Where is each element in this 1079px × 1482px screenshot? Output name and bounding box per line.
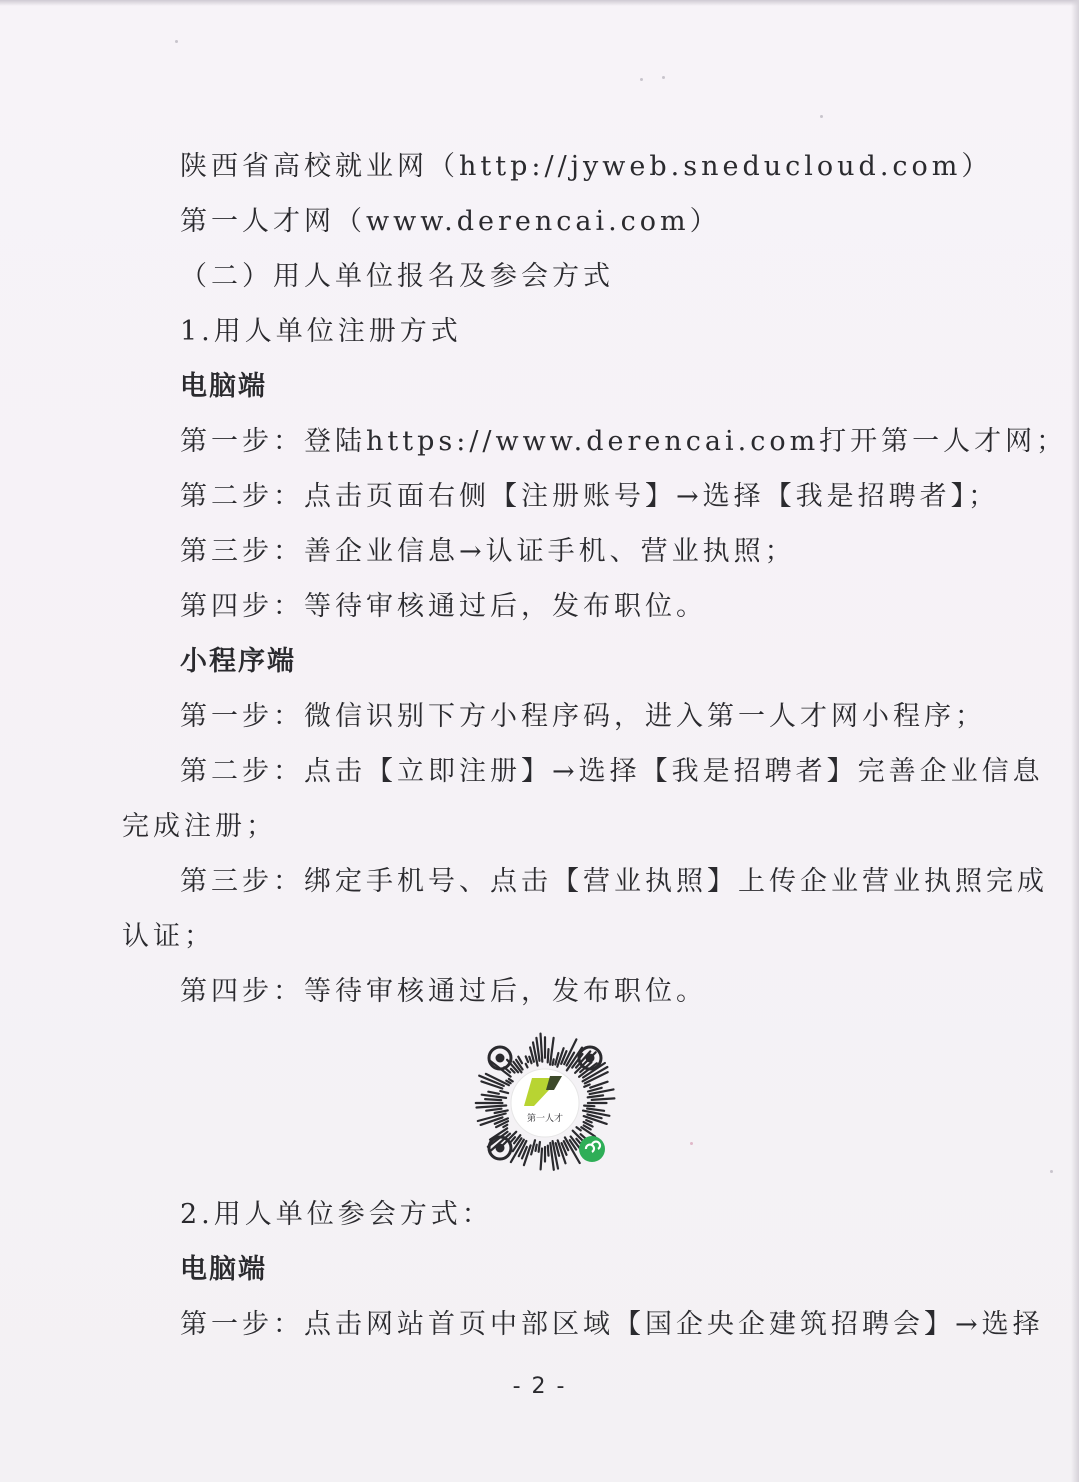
scan-speck: [1050, 1170, 1053, 1173]
scan-speck: [175, 40, 178, 43]
qr-code-dash: [529, 1057, 531, 1064]
qr-code-dash: [500, 1091, 508, 1093]
qr-code-dash: [486, 1109, 501, 1111]
step-line-continued: 完成注册；: [122, 811, 277, 842]
step-line: 第三步：绑定手机号、点击【营业执照】上传企业营业执照完成: [180, 866, 1048, 897]
miniprogram-code-icon: [470, 1028, 620, 1178]
qr-code-dash: [541, 1149, 542, 1170]
qr-code-dash: [506, 1081, 510, 1084]
qr-code-dash: [584, 1106, 594, 1107]
text-line: 陕西省高校就业网（http://jyweb.sneducloud.com）: [180, 151, 993, 182]
platform-heading-miniprogram: 小程序端: [180, 646, 296, 677]
qr-code-dash: [541, 1034, 543, 1062]
qr-code-dash: [584, 1085, 590, 1087]
subsection-heading: 2.用人单位参会方式：: [180, 1199, 493, 1230]
step-line: 第一步：登陆https://www.derencai.com打开第一人才网；: [180, 426, 1068, 457]
scan-speck: [690, 1142, 693, 1145]
scan-speck: [640, 78, 643, 81]
section-heading: （二）用人单位报名及参会方式: [180, 261, 614, 292]
qr-code-dash: [503, 1125, 507, 1127]
qr-code-dash: [577, 1127, 581, 1130]
qr-code-dash: [485, 1099, 501, 1100]
qr-code-dash: [482, 1095, 506, 1098]
qr-code-dash: [488, 1092, 499, 1094]
qr-code-dash: [588, 1095, 603, 1097]
step-line: 第三步：善企业信息→认证手机、营业执照；: [180, 536, 796, 567]
qr-code-dash: [587, 1109, 604, 1111]
platform-heading-pc: 电脑端: [180, 371, 267, 402]
step-line-continued: 认证；: [122, 921, 215, 952]
qr-code-dash: [548, 1146, 549, 1156]
qr-logo-text: 第一人才: [526, 1114, 564, 1124]
step-line: 第二步：点击页面右侧【注册账号】→选择【我是招聘者】；: [180, 481, 1000, 512]
wechat-miniprogram-icon: [579, 1136, 605, 1162]
qr-code-dash: [592, 1098, 615, 1100]
finder-top-left: [489, 1047, 511, 1069]
text-line: 第一人才网（www.derencai.com）: [180, 206, 721, 237]
page-number: - 2 -: [512, 1374, 567, 1399]
qr-code-dash: [548, 1049, 549, 1062]
step-line: 第一步：微信识别下方小程序码，进入第一人才网小程序；: [180, 701, 986, 732]
scan-speck: [820, 115, 823, 118]
miniprogram-code: [470, 1028, 620, 1178]
step-line: 第二步：点击【立即注册】→选择【我是招聘者】完善企业信息: [180, 756, 1044, 787]
scan-speck: [662, 76, 665, 79]
qr-code-dash: [553, 1059, 554, 1065]
step-line: 第一步：点击网站首页中部区域【国企央企建筑招聘会】→选择: [180, 1309, 1044, 1340]
platform-heading-pc: 电脑端: [180, 1254, 267, 1285]
qr-code-dash: [526, 1056, 528, 1062]
qr-code-dash: [511, 1069, 515, 1073]
step-line: 第四步：等待审核通过后，发布职位。: [180, 976, 707, 1007]
qr-code-dash: [590, 1082, 607, 1088]
qr-code-dash: [526, 1064, 528, 1068]
scan-edge-top: [0, 0, 1079, 6]
scan-edge-right: [1071, 0, 1079, 1482]
finder-top-right: [579, 1047, 601, 1069]
qr-code-dash: [509, 1079, 513, 1082]
qr-code-dash: [536, 1145, 537, 1151]
qr-code-dash: [586, 1120, 592, 1122]
qr-code-dash: [531, 1140, 535, 1154]
step-line: 第四步：等待审核通过后，发布职位。: [180, 591, 707, 622]
subsection-heading: 1.用人单位注册方式: [180, 316, 462, 347]
qr-code-dash: [477, 1106, 507, 1108]
qr-code-dash: [539, 1142, 540, 1152]
